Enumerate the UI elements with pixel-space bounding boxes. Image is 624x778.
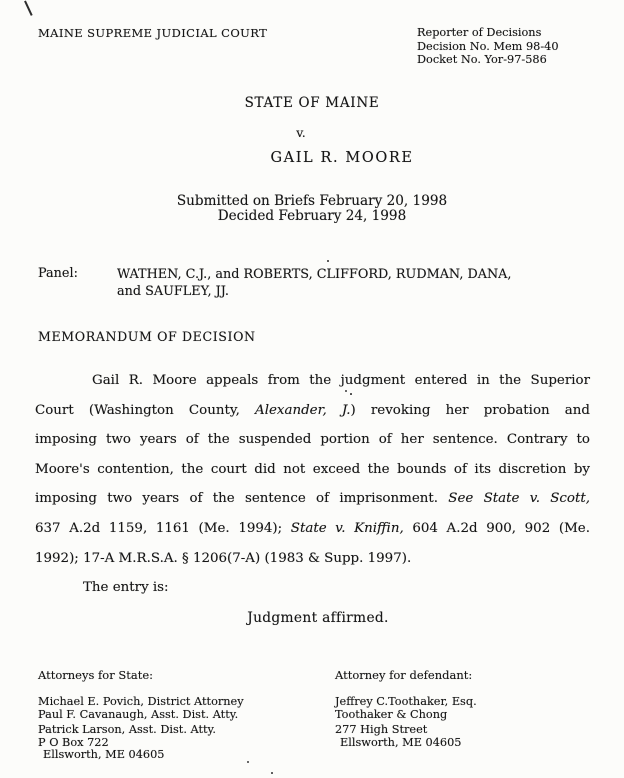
panel-justices-line2: and SAUFLEY, JJ. (117, 284, 229, 299)
pen-stroke-artifact (24, 1, 32, 16)
attorney-defendant-list (335, 696, 477, 749)
disposition: Judgment affirmed. (247, 610, 389, 626)
attorney-line: Jeffrey C.Toothaker, Esq. (335, 695, 477, 708)
entry-line: The entry is: (83, 580, 169, 596)
attorney-line: Ellsworth, ME 04605 (340, 735, 462, 749)
opinion-body (35, 366, 590, 603)
case-citation-italic: See State v. Scott, (448, 491, 590, 507)
reporter-block (417, 26, 559, 67)
date-block (0, 194, 624, 224)
attorney-line: P O Box 722 (38, 735, 109, 749)
decided-date: Decided February 24, 1998 (217, 208, 407, 224)
case-versus: v. (296, 125, 306, 140)
attorneys-state-heading: Attorneys for State: (38, 668, 154, 682)
judge-name-italic: Alexander, J. (255, 402, 351, 418)
attorney-line: Patrick Larson, Asst. Dist. Atty. (38, 722, 217, 736)
case-defendant: GAIL R. MOORE (270, 150, 414, 166)
reporter-of-decisions: Reporter of Decisions (417, 26, 542, 39)
body-line: 637 A.2d 1159, 1161 (Me. 1994); State v. Kniffin, 604 A.2d 900, 902 (Me. (35, 520, 590, 536)
scan-dot-artifact (271, 772, 273, 774)
docket-number: Docket No. Yor-97-586 (417, 53, 547, 67)
body-line: Gail R. Moore appeals from the judgment entered in the Superior (92, 373, 590, 388)
attorney-line: 277 High Street (335, 722, 428, 736)
attorney-line: Paul F. Cavanaugh, Asst. Dist. Atty. (38, 707, 239, 721)
scan-dot-artifact (247, 761, 249, 763)
body-line: Moore's contention, the court did not exceed the bounds of its discretion by (35, 461, 590, 477)
memorandum-heading: MEMORANDUM OF DECISION (38, 329, 256, 344)
body-line: imposing two years of the suspended portion of her sentence. Contrary to (35, 432, 590, 448)
attorneys-state-list (38, 696, 244, 762)
scan-dot-artifact (327, 260, 329, 262)
panel-block (38, 266, 511, 300)
case-plaintiff: STATE OF MAINE (244, 95, 380, 111)
panel-justices-line1: WATHEN, C.J., and ROBERTS, CLIFFORD, RUDMAN, DANA, (117, 267, 512, 282)
case-citation-italic: State v. Kniffin, (290, 520, 404, 536)
attorney-line: Toothaker & Chong (335, 707, 448, 721)
body-line: 1992); 17-A M.R.S.A. § 1206(7-A) (1983 & Supp. 1997). (35, 550, 412, 566)
panel-label: Panel: (38, 266, 78, 281)
attorney-defendant-heading: Attorney for defendant: (335, 668, 473, 682)
body-line: imposing two years of the sentence of imprisonment. See State v. Scott, (35, 491, 590, 507)
attorney-line: Michael E. Povich, District Attorney (38, 695, 244, 708)
attorney-line: Ellsworth, ME 04605 (43, 748, 165, 762)
body-line: Court (Washington County, Alexander, J.) revoking her probation and (35, 402, 590, 418)
court-name: MAINE SUPREME JUDICIAL COURT (38, 26, 268, 40)
submitted-date: Submitted on Briefs February 20, 1998 (176, 193, 448, 209)
decision-number: Decision No. Mem 98-40 (417, 39, 559, 53)
panel-justices (117, 266, 511, 300)
